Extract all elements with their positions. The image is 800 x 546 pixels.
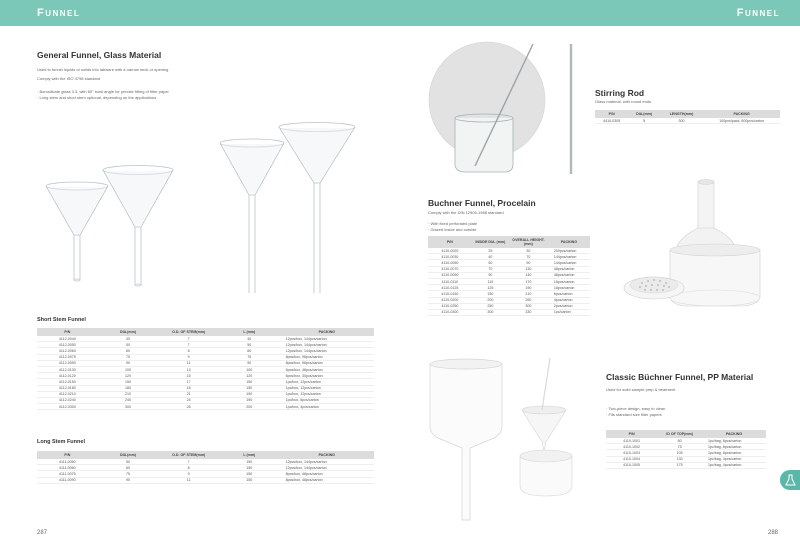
header-bar-right <box>400 0 800 26</box>
cell-packing: 8pcs/box, 48pcs/carton <box>280 471 374 477</box>
cell-pn: 4110-0050 <box>428 260 472 266</box>
cell-pn: 4110-1004 <box>606 456 657 462</box>
cell-dia: 240 <box>98 397 159 403</box>
long-stem-title: Long Stem Funnel <box>37 439 85 445</box>
stirring-rod-image <box>425 38 585 178</box>
cell-pn: 4112-0120 <box>37 373 98 379</box>
general-funnel-desc-2: Comply with the ISO 4798 standard <box>37 76 101 81</box>
cell-dia: 100 <box>98 366 159 372</box>
cell-length: 60 <box>219 348 280 354</box>
rod-col-packing: PACKING <box>703 110 780 118</box>
cell-length: 150 <box>219 477 280 483</box>
cell-packing: 8pcs/box, 48pcs/carton <box>280 477 374 483</box>
buchner-funnel-bullet-1: · With fixed perforated plate <box>428 221 478 226</box>
cell-dia: 50 <box>98 459 159 465</box>
cell-pn: 4112-0060 <box>37 348 98 354</box>
pp-buchner-bullet-1: · Two-piece design, easy to clean <box>606 406 666 411</box>
cell-dia: 210 <box>98 391 159 397</box>
table-row <box>428 309 590 315</box>
cell-packing: 1pc/bag, 4pcs/carton <box>702 456 766 462</box>
header-title-right: Funnel <box>736 7 780 19</box>
short-stem-title: Short Stem Funnel <box>37 317 86 323</box>
cell-id: 75 <box>657 444 702 450</box>
short-stem-header-row <box>37 328 374 336</box>
glass-funnels-image <box>40 115 360 295</box>
cell-pn: 4112-0050 <box>37 342 98 348</box>
cell-packing: 12pcs/box, 144pcs/carton <box>280 459 374 465</box>
buchner-funnel-bullet-2: · Glazed inside and outside <box>428 227 477 232</box>
rod-header-row <box>595 110 780 118</box>
general-funnel-title: General Funnel, Glass Material <box>37 50 162 60</box>
cell-length: 90 <box>219 360 280 366</box>
buchner-header-row <box>428 236 590 248</box>
cell-packing: 1pc/carton <box>548 309 590 315</box>
stirring-rod-title: Stirring Rod <box>595 88 645 98</box>
cell-pn: 4110-0030 <box>428 254 472 260</box>
cell-packing: 1pc/box, 12pcs/carton <box>280 385 374 391</box>
cell-packing: 4pcs/carton <box>548 297 590 303</box>
cell-pn: 4110-0150 <box>428 291 472 297</box>
cell-id: 175 <box>657 462 702 468</box>
cell-stem: 18 <box>158 385 219 391</box>
cell-length: 150 <box>219 379 280 385</box>
cell-pn: 4112-0240 <box>37 397 98 403</box>
cell-id: 60 <box>657 438 702 444</box>
cell-pn: 4110-1002 <box>606 444 657 450</box>
cell-dia: 90 <box>98 477 159 483</box>
cell-length: 120 <box>219 373 280 379</box>
cell-pn: 4110-0110 <box>428 278 472 284</box>
cell-stem: 9 <box>158 354 219 360</box>
cell-pn: 4410-0305 <box>595 118 628 124</box>
cell-packing: 1pc/bag, 8pcs/carton <box>702 438 766 444</box>
page-number-left: 287 <box>37 530 48 536</box>
long-col-packing: PACKING <box>280 451 374 459</box>
cell-height: 190 <box>509 285 548 291</box>
cell-dia: 180 <box>98 385 159 391</box>
cell-pn: 4111-0090 <box>37 477 98 483</box>
cell-packing: 2pcs/carton <box>548 303 590 309</box>
cell-dia: 60 <box>98 348 159 354</box>
cell-packing: 1pc/bag, 8pcs/carton <box>702 450 766 456</box>
cell-length: 150 <box>219 471 280 477</box>
cell-pn: 4111-0050 <box>37 459 98 465</box>
cell-dia: 5 <box>628 118 659 124</box>
cell-height: 130 <box>509 266 548 272</box>
cell-pn: 4110-0200 <box>428 297 472 303</box>
cell-packing: 6pcs/box, 30pcs/carton <box>280 373 374 379</box>
cell-pn: 4111-0075 <box>37 471 98 477</box>
cell-stem: 9 <box>158 471 219 477</box>
pp-buchner-desc: Used for solid sample prep & treatment <box>606 387 676 392</box>
cell-height: 210 <box>509 291 548 297</box>
cell-dia: 40 <box>98 336 159 342</box>
cell-pn: 4110-0090 <box>428 272 472 278</box>
long-col-dia: DIA.(mm) <box>98 451 159 459</box>
cell-length: 150 <box>219 385 280 391</box>
table-row <box>595 118 780 124</box>
cell-packing: 200pcs/carton <box>548 248 590 254</box>
cell-packing: 6pcs/carton <box>548 291 590 297</box>
cell-dia: 300 <box>472 309 509 315</box>
cell-dia: 75 <box>98 354 159 360</box>
cell-dia: 125 <box>472 285 509 291</box>
cell-packing: 12pcs/box, 144pcs/carton <box>280 342 374 348</box>
short-col-dia: DIA.(mm) <box>98 328 159 336</box>
cell-pn: 4112-0100 <box>37 366 98 372</box>
cell-length: 150 <box>219 465 280 471</box>
cell-id: 105 <box>657 450 702 456</box>
cell-pn: 4110-0070 <box>428 266 472 272</box>
cell-length: 50 <box>219 342 280 348</box>
cell-pn: 4110-0020 <box>428 248 472 254</box>
buchner-funnel-table <box>428 236 590 316</box>
cell-height: 170 <box>509 278 548 284</box>
cell-packing: 144pcs/carton <box>548 254 590 260</box>
porcelain-buchner-image <box>618 178 788 328</box>
flask-icon <box>780 470 800 490</box>
cell-length: 75 <box>219 354 280 360</box>
rod-col-pn: P/N <box>595 110 628 118</box>
cell-dia: 120 <box>98 373 159 379</box>
cell-packing: 16pcs/carton <box>548 278 590 284</box>
cell-packing: 1pc/box, 12pcs/carton <box>280 379 374 385</box>
cell-dia: 90 <box>472 272 509 278</box>
cell-stem: 7 <box>158 459 219 465</box>
long-stem-table <box>37 451 374 484</box>
cell-packing: 16pcs/carton <box>548 285 590 291</box>
right-page <box>400 0 800 546</box>
buchner-col-pn: P/N <box>428 236 472 248</box>
header-title-left: Funnel <box>37 7 81 19</box>
cell-packing: 100pcs/pack, 600pcs/carton <box>703 118 780 124</box>
cell-stem: 26 <box>158 404 219 410</box>
pp-buchner-table <box>606 430 766 469</box>
cell-height: 330 <box>509 309 548 315</box>
cell-pn: 4112-0040 <box>37 336 98 342</box>
cell-dia: 50 <box>472 260 509 266</box>
cell-dia: 90 <box>98 360 159 366</box>
cell-pn: 4110-1003 <box>606 450 657 456</box>
general-funnel-bullet-1: · Borosilicate glass 3.3, with 60° bowl angle for precise fitting of filter paper <box>37 89 169 94</box>
cell-pn: 4112-0150 <box>37 379 98 385</box>
long-col-pn: P/N <box>37 451 98 459</box>
corner-logo-icon <box>780 470 800 490</box>
cell-height: 70 <box>509 254 548 260</box>
long-stem-header-row <box>37 451 374 459</box>
cell-pn: 4110-0300 <box>428 309 472 315</box>
stirring-rod-table <box>595 110 780 124</box>
rod-col-dia: DIA.(mm) <box>628 110 659 118</box>
pp-buchner-title: Classic Büchner Funnel, PP Material <box>606 372 754 382</box>
cell-dia: 250 <box>472 303 509 309</box>
cell-stem: 15 <box>158 373 219 379</box>
table-row <box>37 477 374 483</box>
cell-stem: 13 <box>158 366 219 372</box>
cell-dia: 110 <box>472 278 509 284</box>
general-funnel-bullet-2: · Long stem and short stem optional, depending on the applications <box>37 95 157 100</box>
cell-stem: 7 <box>158 342 219 348</box>
table-row <box>37 404 374 410</box>
cell-packing: 48pcs/carton <box>548 272 590 278</box>
cell-stem: 7 <box>158 336 219 342</box>
short-col-packing: PACKING <box>280 328 374 336</box>
cell-pn: 4111-0060 <box>37 465 98 471</box>
cell-dia: 75 <box>98 471 159 477</box>
cell-pn: 4112-0075 <box>37 354 98 360</box>
cell-length: 190 <box>219 391 280 397</box>
cell-pn: 4110-1001 <box>606 438 657 444</box>
cell-packing: 1pc/box, 4pcs/carton <box>280 404 374 410</box>
rod-col-length: LENGTH(mm) <box>660 110 703 118</box>
cell-packing: 144pcs/carton <box>548 260 590 266</box>
pp-buchner-image <box>422 350 597 530</box>
cell-stem: 8 <box>158 465 219 471</box>
cell-packing: 1pc/box, 6pcs/carton <box>280 397 374 403</box>
cell-pn: 4112-0090 <box>37 360 98 366</box>
cell-dia: 150 <box>98 379 159 385</box>
stirring-rod-desc: Glass material, with round ends <box>595 99 652 104</box>
cell-packing: 12pcs/box, 144pcs/carton <box>280 348 374 354</box>
cell-length: 40 <box>219 336 280 342</box>
cell-packing: 1pc/bag, 8pcs/carton <box>702 444 766 450</box>
cell-dia: 200 <box>472 297 509 303</box>
cell-height: 30 <box>509 248 548 254</box>
short-col-length: L (mm) <box>219 328 280 336</box>
buchner-funnel-desc: Comply with the DIN 12905-1988 standard <box>428 210 504 215</box>
buchner-col-packing: PACKING <box>548 236 590 248</box>
short-col-pn: P/N <box>37 328 98 336</box>
buchner-col-height: OVERALL HEIGHT. (mm) <box>509 236 548 248</box>
page-number-right: 288 <box>767 530 778 536</box>
cell-dia: 300 <box>98 404 159 410</box>
cell-packing: 6pcs/box, 48pcs/carton <box>280 366 374 372</box>
general-funnel-desc-1: Used to funnel liquids or solids into labware with a narrow neck or opening <box>37 67 169 72</box>
pp-header-row <box>606 430 766 438</box>
pp-col-pn: P/N <box>606 430 657 438</box>
cell-stem: 24 <box>158 397 219 403</box>
cell-stem: 11 <box>158 477 219 483</box>
cell-packing: 8pcs/box, 96pcs/carton <box>280 360 374 366</box>
cell-pn: 4110-0250 <box>428 303 472 309</box>
cell-id: 130 <box>657 456 702 462</box>
cell-length: 200 <box>219 404 280 410</box>
cell-height: 140 <box>509 272 548 278</box>
cell-dia: 25 <box>472 248 509 254</box>
cell-length: 100 <box>219 366 280 372</box>
buchner-funnel-title: Buchner Funnel, Procelain <box>428 198 536 208</box>
cell-height: 90 <box>509 260 548 266</box>
pp-col-id: ID OF TOP(mm) <box>657 430 702 438</box>
table-row <box>606 462 766 468</box>
cell-pn: 4112-0210 <box>37 391 98 397</box>
cell-length: 300 <box>660 118 703 124</box>
cell-dia: 150 <box>472 291 509 297</box>
cell-dia: 60 <box>98 465 159 471</box>
cell-stem: 11 <box>158 360 219 366</box>
cell-packing: 12pcs/box, 144pcs/carton <box>280 336 374 342</box>
pp-col-packing: PACKING <box>702 430 766 438</box>
cell-pn: 4110-0125 <box>428 285 472 291</box>
cell-height: 260 <box>509 297 548 303</box>
cell-pn: 4110-1005 <box>606 462 657 468</box>
cell-packing: 1pc/box, 12pcs/carton <box>280 391 374 397</box>
cell-dia: 40 <box>472 254 509 260</box>
header-bar-left <box>0 0 400 26</box>
cell-length: 190 <box>219 397 280 403</box>
cell-packing: 12pcs/box, 144pcs/carton <box>280 465 374 471</box>
cell-packing: 1pc/bag, 4pcs/carton <box>702 462 766 468</box>
cell-stem: 8 <box>158 348 219 354</box>
cell-pn: 4112-0180 <box>37 385 98 391</box>
cell-stem: 21 <box>158 391 219 397</box>
short-stem-table <box>37 328 374 410</box>
cell-height: 300 <box>509 303 548 309</box>
cell-length: 150 <box>219 459 280 465</box>
short-col-stem: O.D. OF STEM(mm) <box>158 328 219 336</box>
cell-packing: 8pcs/box, 96pcs/carton <box>280 354 374 360</box>
long-col-stem: O.D. OF STEM(mm) <box>158 451 219 459</box>
cell-dia: 50 <box>98 342 159 348</box>
cell-pn: 4112-0300 <box>37 404 98 410</box>
long-col-length: L (mm) <box>219 451 280 459</box>
pp-buchner-bullet-2: · Fits standard size filter papers <box>606 412 662 417</box>
cell-dia: 70 <box>472 266 509 272</box>
buchner-col-dia: INSIDE DIA. (mm) <box>472 236 509 248</box>
cell-stem: 17 <box>158 379 219 385</box>
cell-packing: 48pcs/carton <box>548 266 590 272</box>
